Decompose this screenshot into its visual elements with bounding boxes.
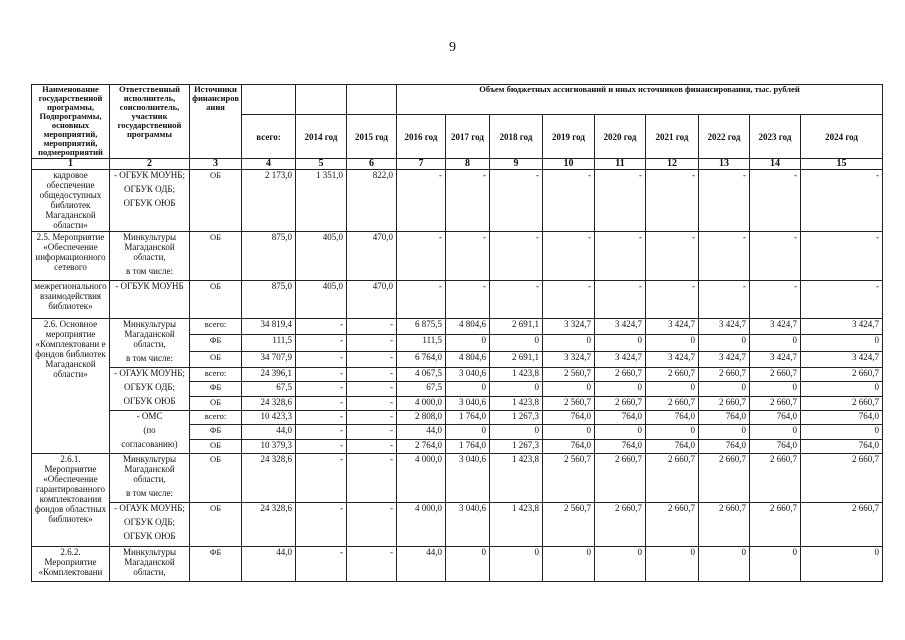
- value-cell: 3 040,6: [446, 454, 490, 503]
- value-cell: -: [347, 547, 397, 582]
- budget-table: [31, 84, 883, 582]
- source-cell: ОБ: [190, 351, 242, 367]
- table-row: [32, 170, 883, 232]
- value-cell: -: [296, 319, 347, 335]
- value-cell: 764,0: [646, 411, 699, 425]
- value-cell: -: [296, 411, 347, 425]
- measure-name: 2.5. Мероприятие «Обеспечение информационного сетевого: [32, 232, 110, 281]
- measure-name: межрегионального взаимодействия библиотек»: [32, 281, 110, 319]
- value-cell: 2 691,1: [490, 351, 543, 367]
- value-cell: 0: [595, 382, 646, 396]
- responsible-text: ОГБУК ОЮБ: [123, 531, 176, 541]
- value-cell: 44,0: [397, 547, 446, 582]
- value-cell: 3 324,7: [543, 319, 595, 335]
- header-year: 2021 год: [646, 115, 699, 159]
- value-cell: 2 660,7: [801, 396, 883, 410]
- value-cell: -: [296, 454, 347, 503]
- value-cell: 0: [801, 547, 883, 582]
- value-cell: -: [750, 281, 801, 319]
- value-cell: 44,0: [397, 425, 446, 439]
- source-cell: ОБ: [190, 503, 242, 547]
- header-source: Источники финансиров ания: [190, 85, 242, 159]
- source-cell: ФБ: [190, 547, 242, 582]
- header-year: 2017 год: [446, 115, 490, 159]
- responsible-text: - ОГАУК МОУНБ;: [114, 503, 185, 513]
- value-cell: 764,0: [595, 411, 646, 425]
- column-number: 8: [446, 159, 490, 170]
- value-cell: 2 660,7: [699, 503, 750, 547]
- header-year: 2016 год: [397, 115, 446, 159]
- responsible-cell: [110, 281, 190, 319]
- value-cell: 0: [801, 335, 883, 351]
- header-responsible: Ответственный исполнитель, соисполнитель, участник государственной программы: [110, 85, 190, 159]
- value-cell: 2 660,7: [801, 454, 883, 503]
- value-cell: -: [490, 232, 543, 281]
- value-cell: 2 808,0: [397, 411, 446, 425]
- column-number: 1: [32, 159, 110, 170]
- value-cell: 0: [646, 547, 699, 582]
- header-year: 2022 год: [699, 115, 750, 159]
- header-volume: Объем бюджетных ассигнований и иных источников финансирования, тыс. рублей: [397, 85, 883, 115]
- responsible-text: ОГБУК ОДБ;: [123, 184, 176, 194]
- source-cell: ОБ: [190, 170, 242, 232]
- header-name: Наименование государственной программы, Подпрограммы, основных мероприятий, мероприятий, подмероприятий: [32, 85, 110, 159]
- value-cell: 1 764,0: [446, 439, 490, 453]
- value-cell: -: [543, 232, 595, 281]
- responsible-text: Минкультуры Магаданской области,: [122, 547, 177, 577]
- value-cell: 0: [490, 425, 543, 439]
- table-row: [32, 368, 883, 382]
- column-number: 10: [543, 159, 595, 170]
- value-cell: -: [347, 396, 397, 410]
- value-cell: -: [296, 503, 347, 547]
- value-cell: 2 660,7: [646, 396, 699, 410]
- value-cell: 764,0: [543, 411, 595, 425]
- column-number: 5: [296, 159, 347, 170]
- value-cell: 0: [543, 382, 595, 396]
- value-cell: 24 328,6: [242, 503, 296, 547]
- responsible-text: ОГБУК ОДБ;: [123, 517, 176, 527]
- value-cell: -: [397, 232, 446, 281]
- value-cell: 44,0: [242, 547, 296, 582]
- value-cell: -: [699, 170, 750, 232]
- value-cell: -: [347, 411, 397, 425]
- table-body: [32, 170, 883, 582]
- value-cell: -: [490, 281, 543, 319]
- value-cell: 764,0: [801, 411, 883, 425]
- value-cell: 764,0: [595, 439, 646, 453]
- value-cell: 4 067,5: [397, 368, 446, 382]
- value-cell: 2 660,7: [646, 503, 699, 547]
- header-year: 2019 год: [543, 115, 595, 159]
- value-cell: 470,0: [347, 232, 397, 281]
- value-cell: 0: [595, 335, 646, 351]
- table-header: [32, 85, 883, 170]
- value-cell: 764,0: [750, 411, 801, 425]
- value-cell: 764,0: [699, 439, 750, 453]
- responsible-text: ОГБУК ОЮБ: [123, 198, 176, 208]
- value-cell: 0: [750, 547, 801, 582]
- value-cell: 4 804,6: [446, 351, 490, 367]
- value-cell: -: [296, 547, 347, 582]
- value-cell: -: [347, 368, 397, 382]
- value-cell: 67,5: [397, 382, 446, 396]
- value-cell: -: [296, 335, 347, 351]
- value-cell: 2 660,7: [595, 396, 646, 410]
- responsible-text: ОГБУК ОДБ;: [123, 382, 176, 392]
- value-cell: -: [490, 170, 543, 232]
- value-cell: 875,0: [242, 281, 296, 319]
- value-cell: 0: [543, 425, 595, 439]
- value-cell: 3 424,7: [750, 319, 801, 335]
- value-cell: 470,0: [347, 281, 397, 319]
- value-cell: -: [296, 439, 347, 453]
- value-cell: 0: [446, 425, 490, 439]
- value-cell: -: [446, 281, 490, 319]
- column-number: 13: [699, 159, 750, 170]
- table-row: [32, 232, 883, 281]
- value-cell: -: [750, 170, 801, 232]
- measure-name: 2.6.2. Мероприятие «Комплектовани: [32, 547, 110, 582]
- responsible-cell: [110, 411, 190, 454]
- value-cell: -: [801, 170, 883, 232]
- value-cell: 4 000,0: [397, 396, 446, 410]
- value-cell: 2 560,7: [543, 368, 595, 382]
- value-cell: -: [347, 425, 397, 439]
- value-cell: 0: [595, 547, 646, 582]
- value-cell: -: [595, 281, 646, 319]
- value-cell: 0: [490, 382, 543, 396]
- column-number: 2: [110, 159, 190, 170]
- value-cell: 2 660,7: [595, 454, 646, 503]
- value-cell: 24 328,6: [242, 454, 296, 503]
- value-cell: -: [296, 368, 347, 382]
- value-cell: 0: [646, 425, 699, 439]
- value-cell: 405,0: [296, 281, 347, 319]
- responsible-text: Минкультуры Магаданской области,: [122, 319, 177, 349]
- measure-name: кадровое обеспечение общедоступных библиотек Магаданской области»: [32, 170, 110, 232]
- value-cell: 3 424,7: [595, 351, 646, 367]
- column-number: 14: [750, 159, 801, 170]
- header-year: 2014 год: [296, 115, 347, 159]
- value-cell: -: [296, 351, 347, 367]
- responsible-text: в том числе:: [126, 266, 173, 276]
- value-cell: 3 424,7: [646, 319, 699, 335]
- value-cell: 0: [750, 335, 801, 351]
- source-cell: ОБ: [190, 232, 242, 281]
- value-cell: 3 424,7: [646, 351, 699, 367]
- value-cell: 0: [699, 335, 750, 351]
- value-cell: 0: [543, 335, 595, 351]
- value-cell: -: [646, 232, 699, 281]
- responsible-text: согласованию): [121, 439, 178, 449]
- measure-name: 2.6. Основное мероприятие «Комплектовани е фондов библиотек Магаданской области»: [32, 319, 110, 454]
- header-year: 2020 год: [595, 115, 646, 159]
- value-cell: -: [446, 232, 490, 281]
- measure-name: 2.6.1. Мероприятие «Обеспечение гарантированного комплектования фондов областных библиотек»: [32, 454, 110, 547]
- table-row: [32, 281, 883, 319]
- responsible-cell: [110, 232, 190, 281]
- value-cell: 1 423,8: [490, 454, 543, 503]
- value-cell: 3 424,7: [595, 319, 646, 335]
- value-cell: 2 560,7: [543, 396, 595, 410]
- value-cell: 1 423,8: [490, 368, 543, 382]
- value-cell: -: [543, 170, 595, 232]
- source-cell: ОБ: [190, 396, 242, 410]
- value-cell: -: [446, 170, 490, 232]
- source-cell: ОБ: [190, 454, 242, 503]
- value-cell: 6 875,5: [397, 319, 446, 335]
- value-cell: -: [397, 170, 446, 232]
- value-cell: 10 423,3: [242, 411, 296, 425]
- value-cell: 3 324,7: [543, 351, 595, 367]
- value-cell: -: [801, 232, 883, 281]
- header-year: 2023 год: [750, 115, 801, 159]
- value-cell: 822,0: [347, 170, 397, 232]
- responsible-text: - ОМС: [136, 411, 163, 421]
- value-cell: 4 000,0: [397, 503, 446, 547]
- value-cell: 764,0: [801, 439, 883, 453]
- value-cell: -: [347, 454, 397, 503]
- value-cell: 3 424,7: [801, 351, 883, 367]
- value-cell: -: [296, 396, 347, 410]
- value-cell: -: [296, 425, 347, 439]
- column-number: 12: [646, 159, 699, 170]
- value-cell: 0: [801, 382, 883, 396]
- source-cell: ФБ: [190, 425, 242, 439]
- value-cell: 875,0: [242, 232, 296, 281]
- header-year: 2018 год: [490, 115, 543, 159]
- value-cell: 2 764,0: [397, 439, 446, 453]
- table-row: [32, 503, 883, 547]
- value-cell: 67,5: [242, 382, 296, 396]
- value-cell: 0: [699, 425, 750, 439]
- value-cell: 2 660,7: [750, 503, 801, 547]
- page-number: 9: [449, 40, 456, 55]
- value-cell: -: [543, 281, 595, 319]
- responsible-text: - ОГАУК МОУНБ;: [114, 368, 185, 378]
- responsible-text: ОГБУК ОЮБ: [123, 396, 176, 406]
- value-cell: 111,5: [242, 335, 296, 351]
- value-cell: 0: [490, 335, 543, 351]
- value-cell: 0: [446, 547, 490, 582]
- value-cell: -: [347, 351, 397, 367]
- value-cell: -: [347, 382, 397, 396]
- source-cell: ФБ: [190, 382, 242, 396]
- responsible-text: - ОГБУК МОУНБ: [115, 281, 184, 291]
- value-cell: -: [296, 382, 347, 396]
- value-cell: 0: [595, 425, 646, 439]
- value-cell: 6 764,0: [397, 351, 446, 367]
- value-cell: 1 764,0: [446, 411, 490, 425]
- value-cell: 2 560,7: [543, 503, 595, 547]
- table-row: [32, 454, 883, 503]
- value-cell: 0: [699, 547, 750, 582]
- column-number: 4: [242, 159, 296, 170]
- value-cell: -: [699, 232, 750, 281]
- responsible-text: Минкультуры Магаданской области,: [122, 232, 177, 262]
- value-cell: 2 560,7: [543, 454, 595, 503]
- value-cell: 2 660,7: [595, 503, 646, 547]
- value-cell: 10 379,3: [242, 439, 296, 453]
- value-cell: 44,0: [242, 425, 296, 439]
- value-cell: -: [595, 232, 646, 281]
- value-cell: 0: [543, 547, 595, 582]
- column-number: 3: [190, 159, 242, 170]
- source-cell: ОБ: [190, 439, 242, 453]
- value-cell: 2 660,7: [699, 396, 750, 410]
- source-cell: всего:: [190, 368, 242, 382]
- value-cell: 1 423,8: [490, 396, 543, 410]
- value-cell: 2 660,7: [646, 454, 699, 503]
- header-total: всего:: [242, 115, 296, 159]
- value-cell: 34 819,4: [242, 319, 296, 335]
- responsible-cell: [110, 503, 190, 547]
- column-number: 11: [595, 159, 646, 170]
- value-cell: 405,0: [296, 232, 347, 281]
- value-cell: 3 040,6: [446, 503, 490, 547]
- value-cell: -: [595, 170, 646, 232]
- value-cell: 3 424,7: [699, 351, 750, 367]
- responsible-cell: [110, 454, 190, 503]
- value-cell: 2 660,7: [801, 503, 883, 547]
- value-cell: 2 660,7: [750, 396, 801, 410]
- value-cell: 764,0: [750, 439, 801, 453]
- value-cell: 764,0: [646, 439, 699, 453]
- value-cell: 3 424,7: [750, 351, 801, 367]
- value-cell: 0: [750, 382, 801, 396]
- value-cell: -: [347, 319, 397, 335]
- value-cell: 34 707,9: [242, 351, 296, 367]
- column-number: 6: [347, 159, 397, 170]
- responsible-text: (по: [143, 425, 156, 435]
- value-cell: -: [347, 503, 397, 547]
- value-cell: 1 267,3: [490, 411, 543, 425]
- value-cell: 0: [646, 382, 699, 396]
- source-cell: всего:: [190, 319, 242, 335]
- value-cell: -: [750, 232, 801, 281]
- responsible-text: - ОГБУК МОУНБ;: [114, 170, 185, 180]
- value-cell: -: [801, 281, 883, 319]
- header-year: 2024 год: [801, 115, 883, 159]
- value-cell: 2 660,7: [646, 368, 699, 382]
- value-cell: 1 267,3: [490, 439, 543, 453]
- column-number: 9: [490, 159, 543, 170]
- value-cell: 4 000,0: [397, 454, 446, 503]
- responsible-text: в том числе:: [126, 353, 173, 363]
- value-cell: -: [347, 439, 397, 453]
- value-cell: 2 660,7: [699, 368, 750, 382]
- value-cell: -: [646, 281, 699, 319]
- value-cell: -: [699, 281, 750, 319]
- value-cell: 2 660,7: [801, 368, 883, 382]
- value-cell: -: [646, 170, 699, 232]
- responsible-text: в том числе:: [126, 488, 173, 498]
- responsible-cell: [110, 547, 190, 582]
- value-cell: 0: [801, 425, 883, 439]
- value-cell: 0: [646, 335, 699, 351]
- responsible-cell: [110, 170, 190, 232]
- value-cell: 3 040,6: [446, 396, 490, 410]
- value-cell: 3 040,6: [446, 368, 490, 382]
- value-cell: 2 660,7: [750, 454, 801, 503]
- header-year: 2015 год: [347, 115, 397, 159]
- value-cell: 0: [699, 382, 750, 396]
- table-row: [32, 319, 883, 335]
- source-cell: ФБ: [190, 335, 242, 351]
- value-cell: 2 691,1: [490, 319, 543, 335]
- responsible-text: Минкультуры Магаданской области,: [122, 454, 177, 484]
- value-cell: 0: [446, 335, 490, 351]
- value-cell: 1 423,8: [490, 503, 543, 547]
- value-cell: 24 328,6: [242, 396, 296, 410]
- value-cell: 1 351,0: [296, 170, 347, 232]
- responsible-cell: [110, 319, 190, 368]
- column-number: 15: [801, 159, 883, 170]
- source-cell: всего:: [190, 411, 242, 425]
- value-cell: 4 804,6: [446, 319, 490, 335]
- value-cell: 3 424,7: [801, 319, 883, 335]
- value-cell: 764,0: [699, 411, 750, 425]
- table-row: [32, 547, 883, 582]
- value-cell: 2 173,0: [242, 170, 296, 232]
- column-number: 7: [397, 159, 446, 170]
- value-cell: 111,5: [397, 335, 446, 351]
- value-cell: -: [397, 281, 446, 319]
- value-cell: 0: [446, 382, 490, 396]
- value-cell: 24 396,1: [242, 368, 296, 382]
- value-cell: 0: [490, 547, 543, 582]
- responsible-cell: [110, 368, 190, 411]
- value-cell: 0: [750, 425, 801, 439]
- table-row: [32, 411, 883, 425]
- value-cell: 2 660,7: [699, 454, 750, 503]
- value-cell: 2 660,7: [595, 368, 646, 382]
- source-cell: ОБ: [190, 281, 242, 319]
- value-cell: -: [347, 335, 397, 351]
- value-cell: 3 424,7: [699, 319, 750, 335]
- value-cell: 2 660,7: [750, 368, 801, 382]
- value-cell: 764,0: [543, 439, 595, 453]
